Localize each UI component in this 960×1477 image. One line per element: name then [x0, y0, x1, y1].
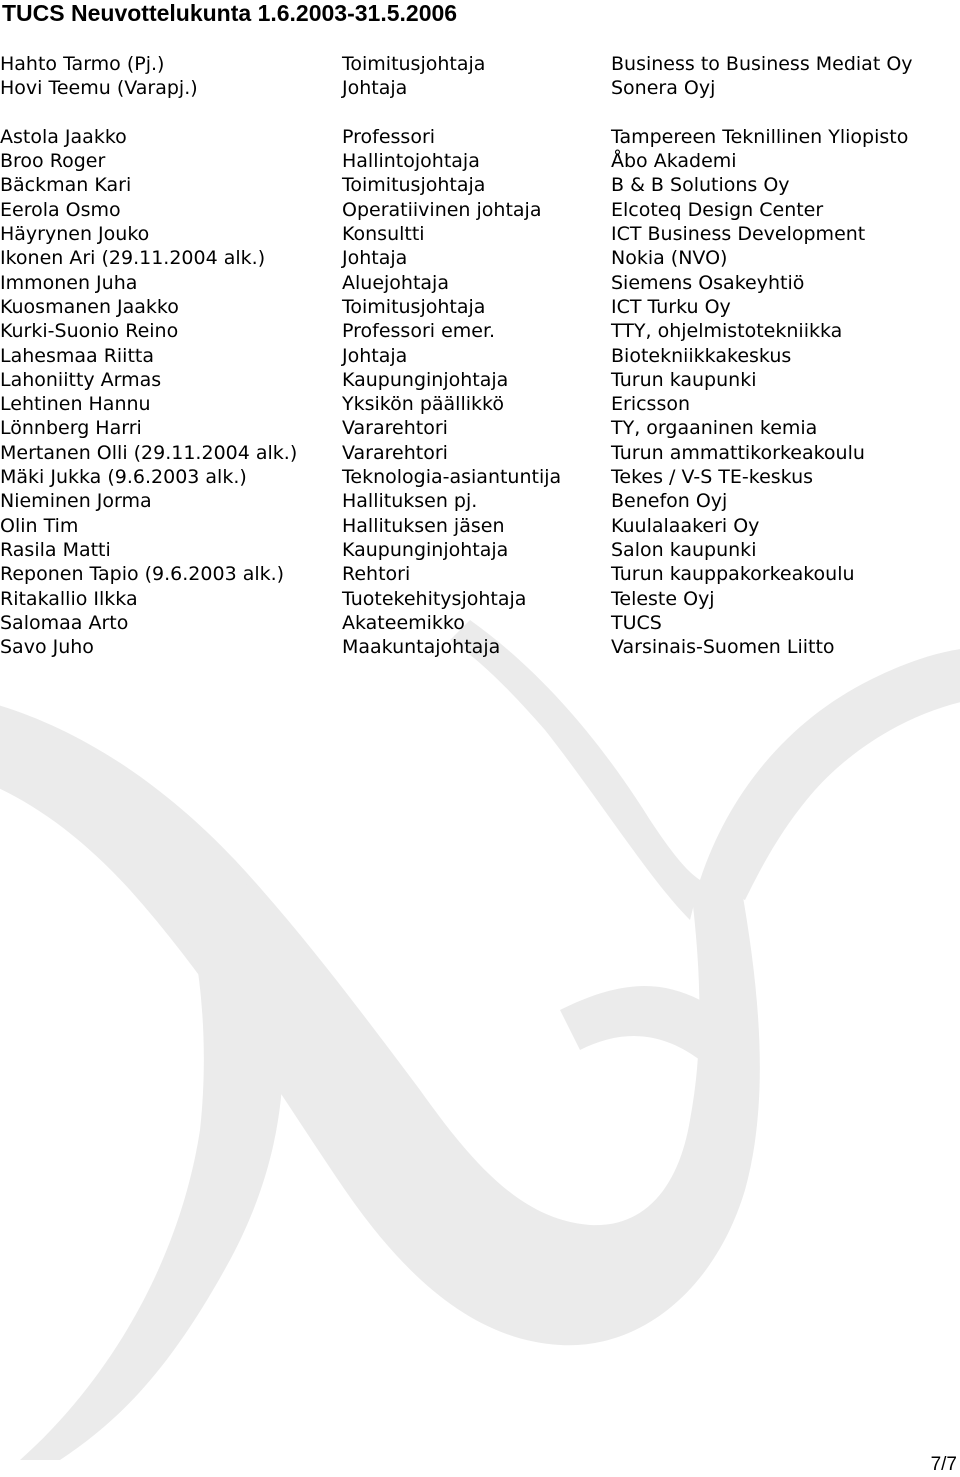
member-name: Hahto Tarmo (Pj.) — [0, 53, 165, 75]
member-role: Kaupunginjohtaja — [342, 368, 509, 391]
member-role: Rehtori — [342, 563, 411, 586]
member-name: Bäckman Kari — [0, 174, 132, 197]
member-role: Professori emer. — [342, 320, 496, 343]
member-organization: Tampereen Teknillinen Yliopisto — [611, 125, 909, 148]
member-name: Kuosmanen Jaakko — [0, 295, 179, 318]
member-organization: TY, orgaaninen kemia — [611, 417, 818, 440]
page-number: 7/7 — [930, 1454, 957, 1475]
member-role: Vararehtori — [342, 417, 448, 440]
member-name: Lahesmaa Riitta — [0, 344, 154, 367]
member-organization: Åbo Akademi — [611, 150, 737, 173]
member-name: Ritakallio Ilkka — [0, 587, 138, 610]
member-organization: Tekes / V-S TE-keskus — [611, 466, 814, 489]
member-role: Teknologia-asiantuntija — [342, 466, 562, 489]
member-name: Olin Tim — [0, 514, 79, 537]
member-name: Broo Roger — [0, 150, 106, 173]
member-role: Professori — [342, 125, 436, 148]
member-organization: Elcoteq Design Center — [611, 198, 824, 221]
member-role: Johtaja — [342, 247, 408, 270]
member-organization: Varsinais-Suomen Liitto — [611, 636, 835, 659]
member-name: Rasila Matti — [0, 538, 111, 561]
member-role: Vararehtori — [342, 441, 448, 464]
member-name: Savo Juho — [0, 636, 94, 659]
member-role: Toimitusjohtaja — [342, 295, 486, 318]
member-name: Lehtinen Hannu — [0, 393, 151, 416]
member-name: Häyrynen Jouko — [0, 223, 150, 246]
member-name: Nieminen Jorma — [0, 490, 152, 513]
member-name: Ikonen Ari (29.11.2004 alk.) — [0, 247, 266, 270]
member-organization: ICT Business Development — [611, 223, 866, 246]
member-name: Eerola Osmo — [0, 198, 121, 221]
document-title: TUCS Neuvottelukunta 1.6.2003-31.5.2006 — [2, 0, 458, 26]
member-organization: Turun kauppakorkeakoulu — [611, 563, 855, 586]
member-organization: Nokia (NVO) — [611, 247, 728, 270]
member-name: Mäki Jukka (9.6.2003 alk.) — [0, 466, 247, 489]
member-name: Mertanen Olli (29.11.2004 alk.) — [0, 441, 298, 464]
member-organization: TUCS — [611, 611, 662, 634]
member-role: Hallituksen pj. — [342, 490, 478, 513]
member-role: Hallintojohtaja — [342, 150, 480, 173]
member-organization: Sonera Oyj — [611, 77, 716, 100]
member-role: Hallituksen jäsen — [342, 514, 505, 537]
member-organization: Salon kaupunki — [611, 538, 757, 561]
member-name: Hovi Teemu (Varapj.) — [0, 77, 198, 100]
member-role: Konsultti — [342, 223, 425, 246]
member-organization: Turun kaupunki — [611, 368, 757, 391]
member-name: Lahoniitty Armas — [0, 368, 162, 391]
member-name: Astola Jaakko — [0, 125, 127, 148]
member-organization: TTY, ohjelmistotekniikka — [611, 320, 843, 343]
member-role: Johtaja — [342, 344, 408, 367]
member-role: Akateemikko — [342, 611, 465, 634]
member-name: Kurki-Suonio Reino — [0, 320, 179, 343]
member-role: Toimitusjohtaja — [342, 53, 486, 75]
member-organization: Ericsson — [611, 393, 691, 416]
member-name: Immonen Juha — [0, 271, 138, 294]
member-role: Tuotekehitysjohtaja — [342, 587, 527, 610]
member-organization: ICT Turku Oy — [611, 295, 731, 318]
member-role: Aluejohtaja — [342, 271, 449, 294]
member-organization: Turun ammattikorkeakoulu — [611, 441, 865, 464]
member-role: Maakuntajohtaja — [342, 636, 501, 659]
member-role: Johtaja — [342, 77, 408, 100]
member-role: Toimitusjohtaja — [342, 174, 486, 197]
member-role: Kaupunginjohtaja — [342, 538, 509, 561]
member-organization: Business to Business Mediat Oy — [611, 53, 913, 75]
member-organization: Benefon Oyj — [611, 490, 728, 513]
member-organization: Siemens Osakeyhtiö — [611, 271, 805, 294]
member-name: Reponen Tapio (9.6.2003 alk.) — [0, 563, 285, 586]
member-organization: Kuulalaakeri Oy — [611, 514, 760, 537]
member-organization: Teleste Oyj — [611, 587, 715, 610]
member-name: Lönnberg Harri — [0, 417, 142, 440]
member-name: Salomaa Arto — [0, 611, 129, 634]
member-organization: Biotekniikkakeskus — [611, 344, 792, 367]
member-role: Yksikön päällikkö — [342, 393, 504, 416]
member-role: Operatiivinen johtaja — [342, 198, 542, 221]
member-organization: B & B Solutions Oy — [611, 174, 790, 197]
